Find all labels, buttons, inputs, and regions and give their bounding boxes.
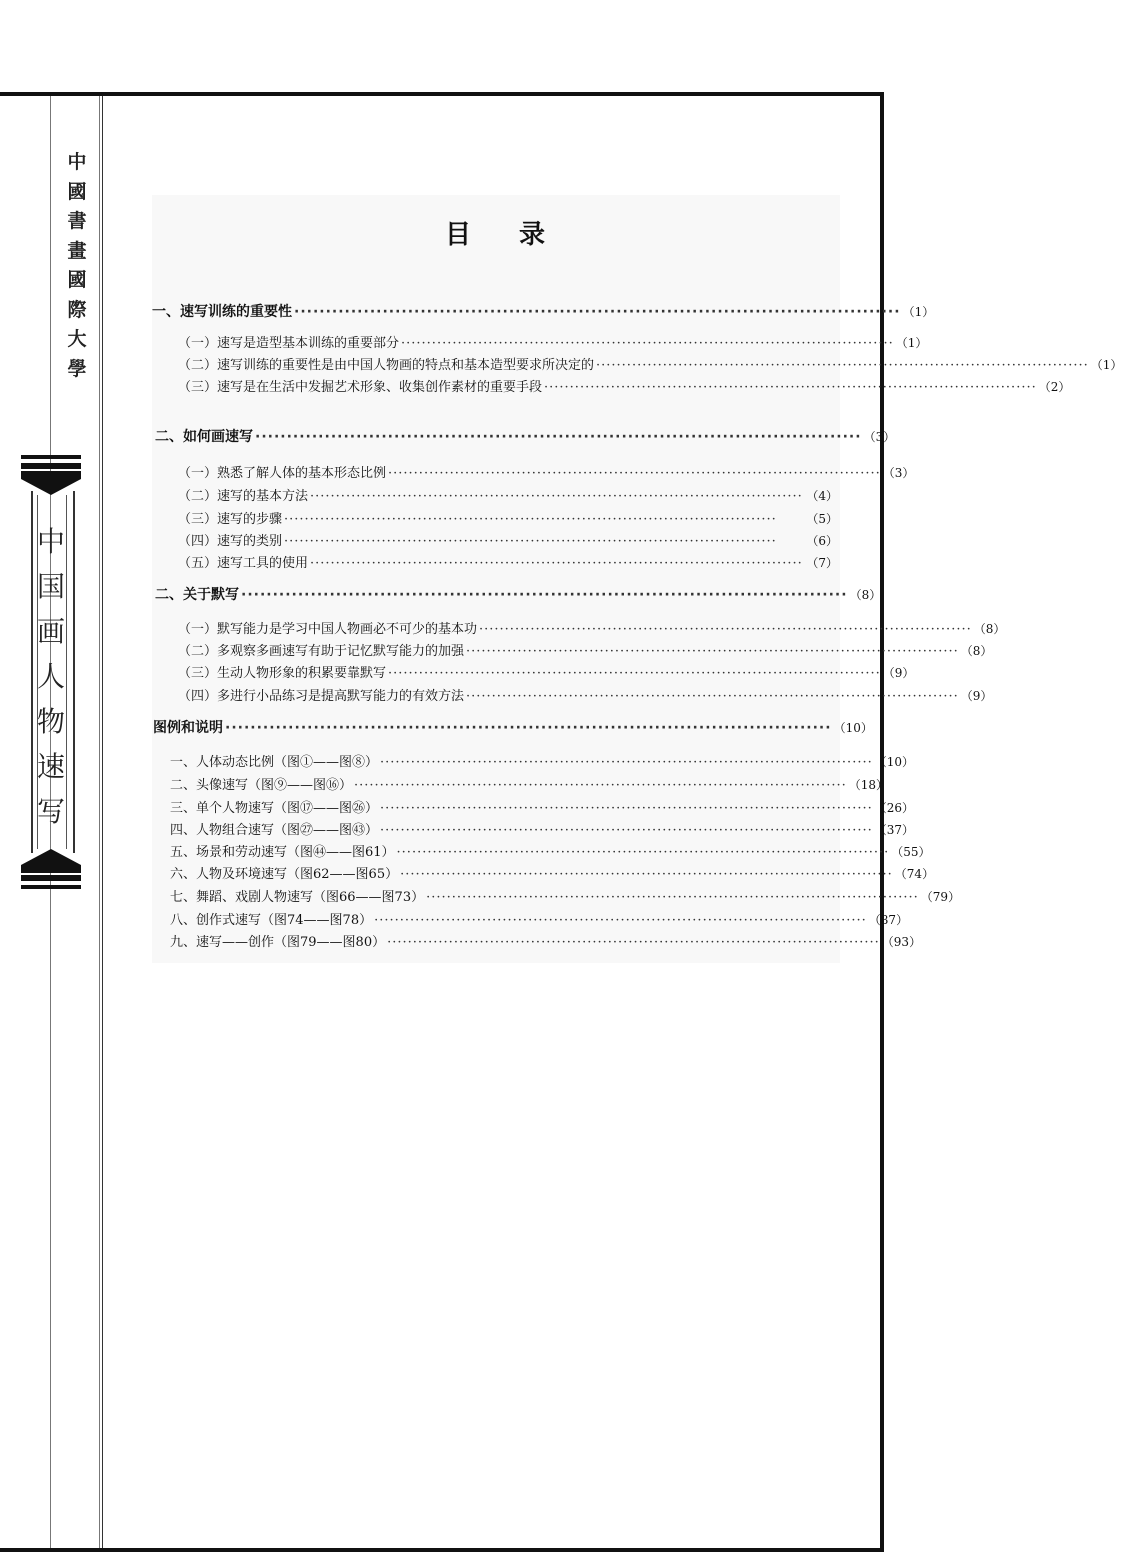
toc-page-number: （3） [863, 430, 896, 444]
cartouche-top-bar-2 [21, 463, 81, 469]
toc-page-number: （26） [874, 801, 914, 815]
toc-page-number: （5） [806, 512, 838, 526]
toc-page-number: （10） [874, 755, 914, 769]
toc-item [178, 618, 1006, 637]
toc-leader: ································································································ [374, 913, 867, 928]
toc-leader: ································································································ [388, 666, 881, 681]
toc-item-label: 九、速写——创作（图79——图80） [170, 935, 386, 950]
toc-item [170, 886, 961, 905]
toc-page-number: （93） [881, 935, 922, 949]
toc-section [155, 426, 896, 446]
toc-leader: ································································································ [294, 304, 901, 320]
toc-item [178, 640, 993, 659]
toc-item-label: （二）多观察多画速写有助于记忆默写能力的加强 [178, 644, 465, 659]
toc-leader: ································································································ [310, 556, 803, 571]
toc-item [170, 909, 909, 928]
toc-leader: ································································································ [596, 358, 1089, 373]
toc-leader: ································································································ [479, 622, 972, 637]
toc-page-number: （4） [806, 489, 838, 503]
toc-leader: ································································································ [544, 380, 1037, 395]
toc-page-number: （3） [882, 466, 915, 480]
frame-top-border [0, 92, 884, 96]
toc-page-number: （55） [891, 845, 931, 859]
toc-item-label: 六、人物及环境速写（图62——图65） [170, 867, 399, 882]
toc-item-label: （五）速写工具的使用 [178, 556, 309, 571]
toc-leader: ································································································ [466, 689, 959, 704]
toc-leader: ································································································ [401, 336, 894, 351]
toc-page-number: （1） [895, 336, 928, 350]
toc-leader: ································································································ [380, 755, 873, 770]
toc-leader: ································································································ [426, 890, 919, 905]
toc-item-label: 二、头像速写（图⑨——图⑯） [170, 778, 353, 793]
cartouche-bottom-chevron-icon [21, 849, 81, 873]
toc-section [152, 301, 935, 321]
toc-item-label: 五、场景和劳动速写（图㊹——图61） [170, 845, 395, 860]
toc-item-label: （二）速写的基本方法 [178, 489, 309, 504]
toc-item-label: （二）速写训练的重要性是由中国人物画的特点和基本造型要求所决定的 [178, 358, 595, 373]
toc-leader: ································································································ [255, 429, 862, 445]
toc-leader: ································································································ [400, 867, 893, 882]
toc-page-number: （8） [973, 622, 1006, 636]
toc-item [170, 797, 914, 816]
toc-item [178, 485, 838, 504]
toc-item-label: （四）多进行小品练习是提高默写能力的有效方法 [178, 689, 465, 704]
toc-leader: ································································································ [396, 845, 890, 860]
toc-item [170, 774, 888, 793]
toc-leader: ································································································ [284, 534, 777, 549]
toc-item [178, 662, 915, 681]
toc-item [178, 552, 838, 571]
toc-leader: ································································································ [466, 644, 959, 659]
toc-item-label: （三）速写是在生活中发掘艺术形象、收集创作素材的重要手段 [178, 380, 543, 395]
spine-rule-right [99, 96, 100, 1548]
toc-page-number: （7） [806, 556, 838, 570]
toc-page-number: （9） [882, 666, 915, 680]
toc-section [153, 717, 873, 737]
toc-item [178, 376, 1071, 395]
frame-bottom-border [0, 1548, 884, 1552]
toc-page-number: （10） [833, 721, 873, 735]
toc-item [170, 931, 922, 950]
toc-item-label: （一）默写能力是学习中国人物画必不可少的基本功 [178, 622, 478, 637]
toc-item-label: 三、单个人物速写（图⑰——图㉖） [170, 801, 379, 816]
toc-leader: ································································································ [354, 778, 847, 793]
toc-item [178, 332, 928, 351]
toc-leader: ································································································ [225, 720, 832, 736]
toc-page-number: （8） [849, 588, 882, 602]
toc-item [178, 685, 993, 704]
toc-item-label: （一）熟悉了解人体的基本形态比例 [178, 466, 387, 481]
book-title-vertical: 中国画人物速写 [36, 525, 65, 828]
spine-rule-edge [102, 96, 103, 1548]
toc-section-label: 一、速写训练的重要性 [152, 304, 292, 320]
school-name-vertical: 中國書畫國際大學 [67, 151, 87, 380]
toc-page-number: （79） [920, 890, 961, 904]
toc-page-number: （87） [868, 913, 909, 927]
cartouche-bottom-bar-2 [21, 885, 81, 889]
toc-page-number: （1） [902, 305, 935, 319]
toc-page-number: （2） [1038, 380, 1071, 394]
toc-item-label: 一、人体动态比例（图①——图⑧） [170, 755, 379, 770]
toc-page-number: （1） [1090, 358, 1122, 372]
toc-leader: ································································································ [388, 466, 881, 481]
toc-item-label: 七、舞蹈、戏剧人物速写（图66——图73） [170, 890, 425, 905]
toc-item-label: （三）生动人物形象的积累要靠默写 [178, 666, 387, 681]
toc-item [170, 841, 931, 860]
toc-leader: ································································································ [310, 489, 803, 504]
toc-leader: ································································································ [380, 823, 873, 838]
toc-item [170, 863, 935, 882]
toc-page-number: （74） [894, 867, 935, 881]
toc-leader: ································································································ [387, 935, 880, 950]
cartouche-top-bar-1 [21, 455, 81, 459]
toc-item [178, 462, 915, 481]
toc-page-number: （9） [960, 689, 993, 703]
toc-item-label: 八、创作式速写（图74——图78） [170, 913, 373, 928]
toc-item-label: （三）速写的步骤 [178, 512, 283, 527]
toc-item [170, 751, 914, 770]
toc-section-label: 二、关于默写 [155, 587, 239, 603]
toc-leader: ································································································ [284, 512, 777, 527]
toc-page-number: （37） [874, 823, 914, 837]
toc-item [170, 819, 914, 838]
toc-leader: ································································································ [241, 587, 848, 603]
toc-title: 目录 [445, 220, 594, 250]
book-title-cartouche [21, 455, 81, 889]
toc-item [178, 508, 838, 527]
toc-section [155, 584, 882, 604]
toc-page-number: （6） [806, 534, 838, 548]
toc-page-number: （18） [848, 778, 888, 792]
toc-section-label: 二、如何画速写 [155, 429, 253, 445]
toc-section-label: 图例和说明 [153, 720, 223, 736]
cartouche-bottom-bar-1 [21, 875, 81, 881]
toc-item-label: （四）速写的类别 [178, 534, 283, 549]
toc-item-label: 四、人物组合速写（图㉗——图㊸） [170, 823, 379, 838]
toc-item-label: （一）速写是造型基本训练的重要部分 [178, 336, 400, 351]
toc-leader: ································································································ [380, 801, 873, 816]
toc-item [178, 530, 838, 549]
toc-item [178, 354, 1122, 373]
toc-page-number: （8） [960, 644, 993, 658]
